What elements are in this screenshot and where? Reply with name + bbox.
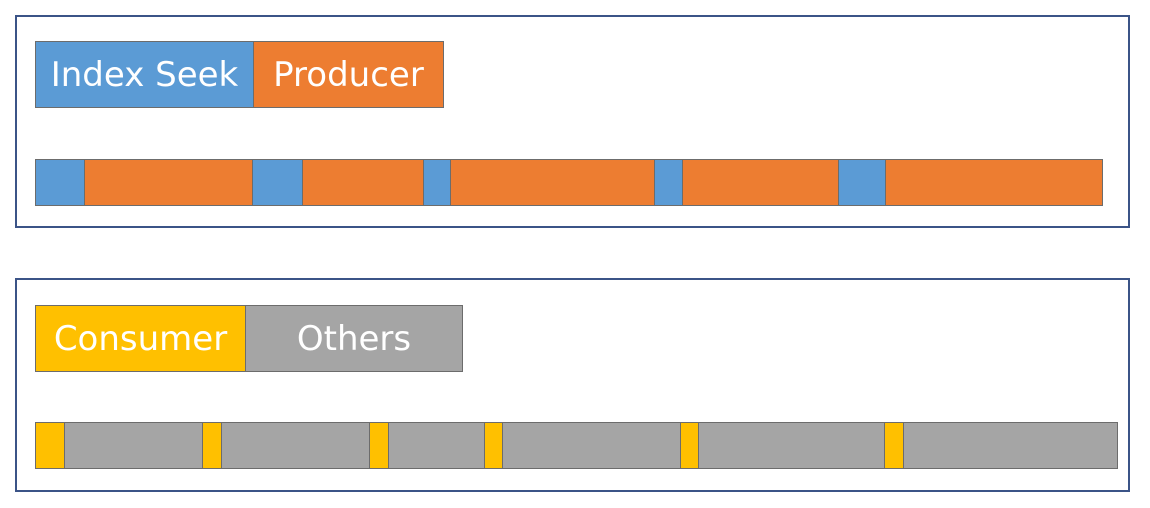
segment-producer <box>84 160 253 205</box>
segment-consumer <box>369 423 388 468</box>
legend-index-seek-label: Index Seek <box>50 54 239 95</box>
segment-others <box>221 423 369 468</box>
legend-producer <box>253 42 443 107</box>
producer-timeline <box>35 159 1103 206</box>
segment-index-seek <box>654 160 682 205</box>
legend-others <box>245 306 462 371</box>
producer-legend <box>35 41 444 108</box>
segment-others <box>64 423 202 468</box>
segment-consumer <box>36 423 64 468</box>
segment-index-seek <box>423 160 450 205</box>
legend-others-label: Others <box>296 318 412 359</box>
segment-others <box>388 423 484 468</box>
producer-panel <box>15 15 1130 228</box>
segment-index-seek <box>36 160 84 205</box>
segment-producer <box>885 160 1102 205</box>
segment-producer <box>302 160 423 205</box>
segment-producer <box>682 160 839 205</box>
segment-consumer <box>484 423 503 468</box>
legend-index-seek <box>36 42 253 107</box>
consumer-timeline <box>35 422 1118 469</box>
segment-others <box>903 423 1117 468</box>
segment-index-seek <box>838 160 885 205</box>
segment-others <box>698 423 884 468</box>
segment-consumer <box>680 423 698 468</box>
legend-producer-label: Producer <box>273 54 424 95</box>
consumer-legend <box>35 305 463 372</box>
segment-consumer <box>884 423 903 468</box>
segment-consumer <box>202 423 221 468</box>
segment-others <box>502 423 680 468</box>
segment-index-seek <box>252 160 302 205</box>
legend-consumer-label: Consumer <box>53 318 228 359</box>
consumer-panel <box>15 278 1130 492</box>
segment-producer <box>450 160 654 205</box>
legend-consumer <box>36 306 245 371</box>
